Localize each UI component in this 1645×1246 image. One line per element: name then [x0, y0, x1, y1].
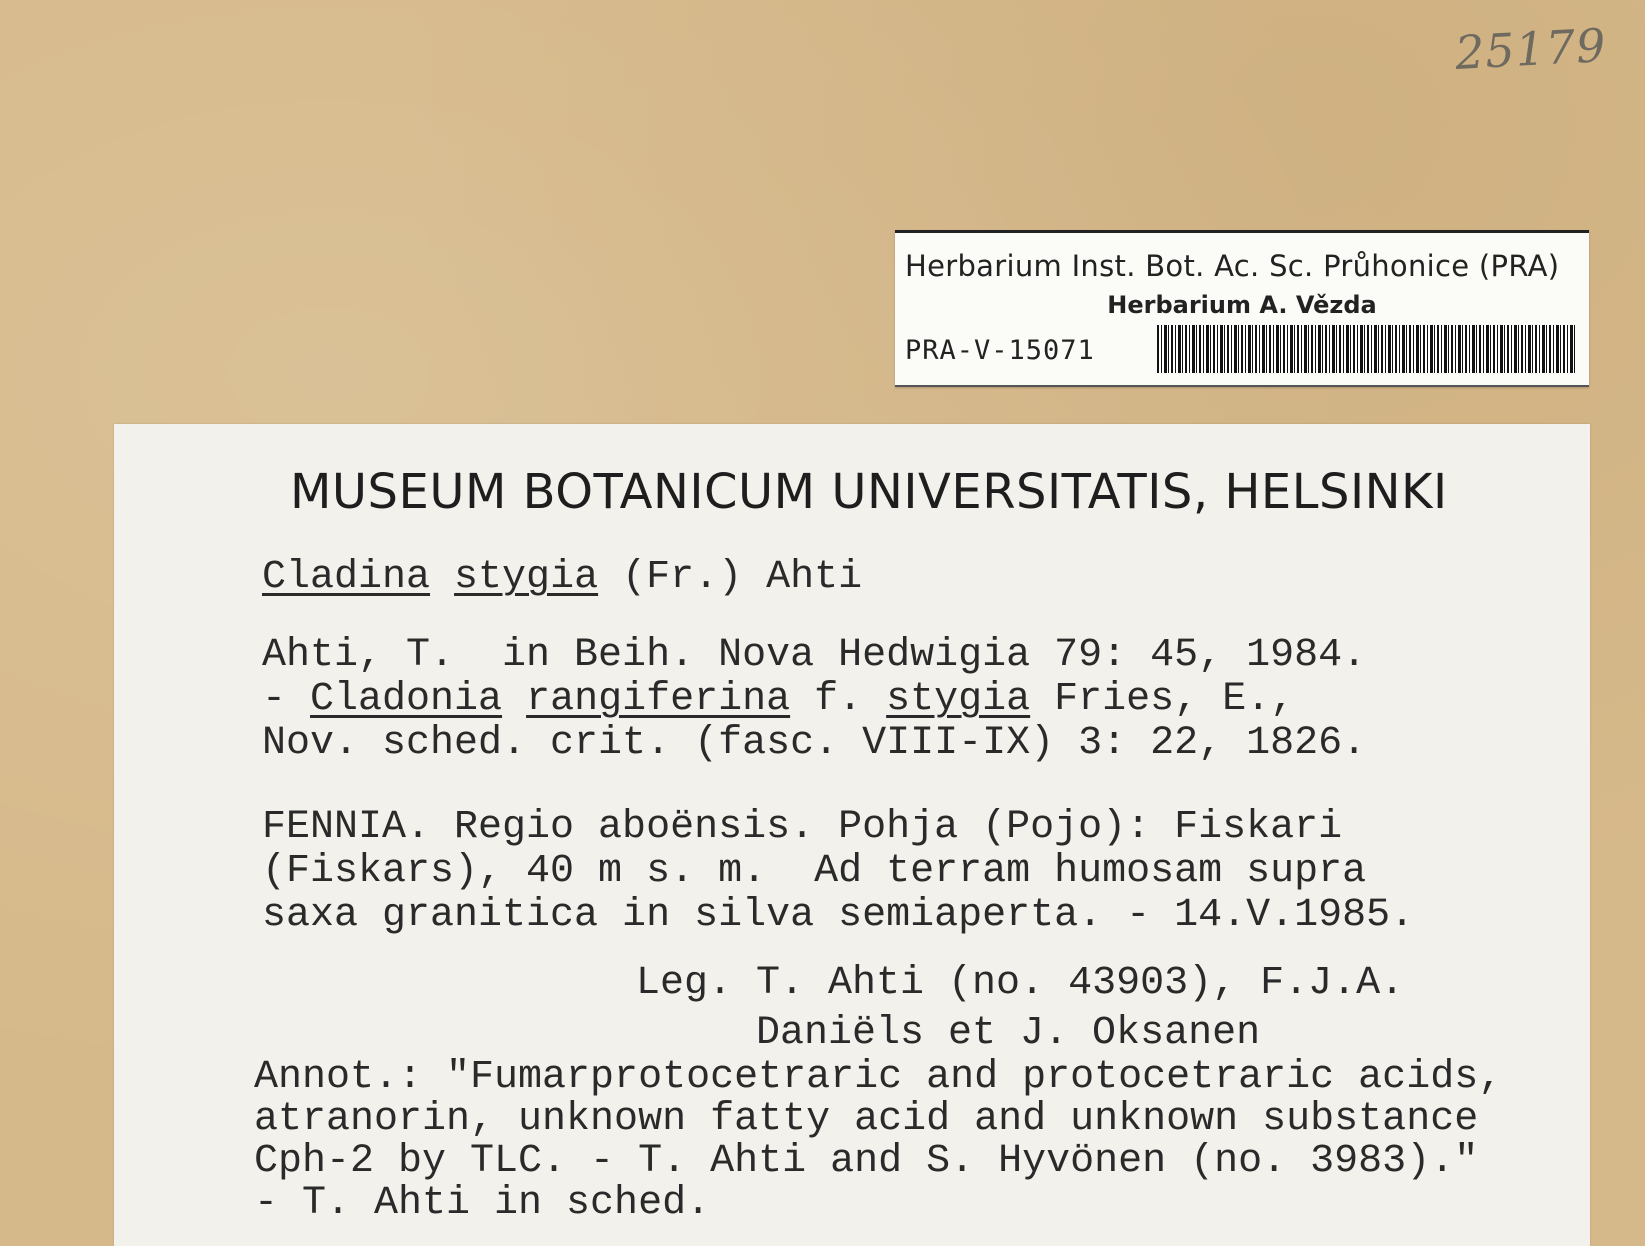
collector-line: Daniëls et J. Oksanen: [756, 1011, 1261, 1056]
basionym-species: rangiferina: [526, 677, 791, 722]
locality-line: FENNIA. Regio aboënsis. Pohja (Pojo): Fiskari: [262, 805, 1343, 850]
basionym-line: [262, 677, 1295, 722]
annotation-line: Cph-2 by TLC. - T. Ahti and S. Hyvönen (no. 3983).": [254, 1139, 1479, 1184]
annotation-line: Annot.: "Fumarprotocetraric and protocetraric acids,: [254, 1055, 1503, 1100]
reference-line-3: Nov. sched. crit. (fasc. VIII-IX) 3: 22, 1826.: [262, 721, 1367, 766]
basionym-author: Fries, E.,: [1030, 677, 1295, 722]
annotation-line: atranorin, unknown fatty acid and unknown substance: [254, 1097, 1479, 1142]
basionym-genus: Cladonia: [310, 677, 503, 722]
annotation-line: - T. Ahti in sched.: [254, 1181, 711, 1226]
museum-specimen-label: [114, 424, 1590, 1246]
museum-title: MUSEUM BOTANICUM UNIVERSITATIS, HELSINKI: [290, 464, 1448, 520]
locality-line: (Fiskars), 40 m s. m. Ad terram humosam supra: [262, 849, 1367, 894]
collector-line: Leg. T. Ahti (no. 43903), F.J.A.: [636, 961, 1405, 1006]
locality-line: saxa granitica in silva semiaperta. - 14.V.1985.: [262, 893, 1415, 938]
taxon-name: [262, 555, 863, 600]
pra-herbarium-label: [895, 230, 1589, 387]
specimen-barcode: [1157, 325, 1575, 373]
basionym-rank: f.: [790, 677, 887, 722]
handwritten-accession-number: 25179: [1453, 18, 1608, 80]
basionym-infra: stygia: [886, 677, 1031, 722]
pra-herbarium-name: Herbarium A. Vězda: [1107, 291, 1377, 319]
pra-specimen-id: PRA-V-15071: [905, 335, 1095, 366]
pra-institution-line: Herbarium Inst. Bot. Ac. Sc. Průhonice (PRA): [905, 249, 1560, 283]
taxon-author: (Fr.) Ahti: [622, 555, 863, 600]
taxon-genus: Cladina: [262, 555, 431, 600]
basionym-dash: -: [262, 677, 311, 722]
reference-line-1: Ahti, T. in Beih. Nova Hedwigia 79: 45, 1984.: [262, 633, 1367, 678]
taxon-species: stygia: [454, 555, 599, 600]
